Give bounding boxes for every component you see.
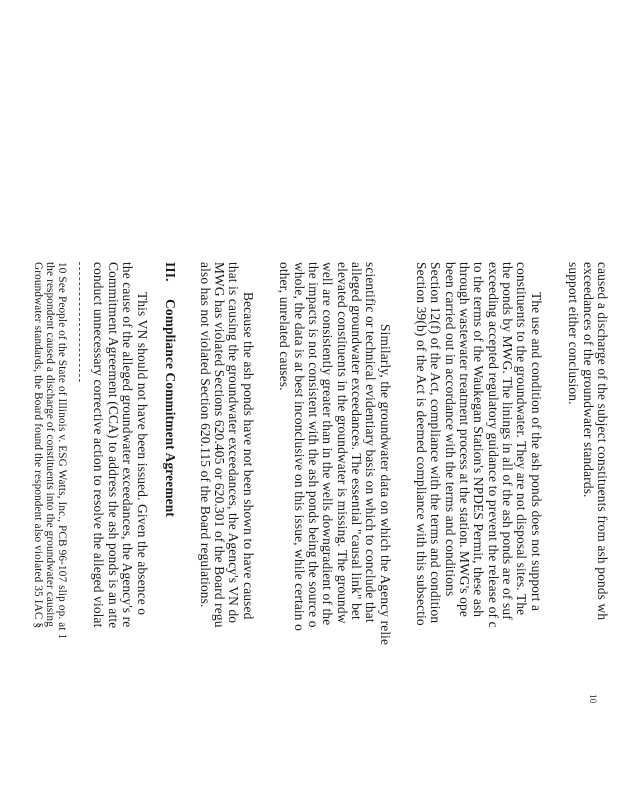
text-line: scientific or technical evidentiary basis on which to conclude that [363,262,378,623]
text-line: exceeding accepted regulatory guidance to prevent the release of c [486,262,501,628]
section-heading [163,262,177,517]
text-line: the cause of the alleged groundwater exceedances, the Agency's re [120,262,135,628]
footnote-line: the respondent caused a discharge of constituents into the groundwater causing [44,262,56,628]
text-line: been carried out in accordance with the terms and conditions [443,262,458,597]
text-line: caused a discharge of the subject constituents from ash ponds wh [595,262,610,621]
text-line: the ponds by MWG. The linings in all of the ash ponds are of suf [500,262,515,620]
text-line: to the terms of the Waukegan Station's NPDES Permit, these ash [471,262,486,618]
section-numeral: III. [163,262,178,282]
text-line: other, unrelated causes. [277,262,292,391]
text-line: Similarly, the groundwater data on which the Agency relie [378,324,393,646]
text-line: support either conclusion. [566,262,581,405]
text-line: constituents to the groundwater. They are not disposal sites. The [514,262,529,616]
text-line: the impacts is not consistent with the ash ponds being the source o [306,262,321,628]
section-title: Compliance Commitment Agreement [163,299,178,517]
footnote-line: 10 See People of the State of Illinois v. ESG Watts, Inc., PCB 96-107 slip op. at 1 [56,262,68,640]
text-line: This VN should not have been issued. Given the absence o [135,292,150,616]
text-line: exceedances of the groundwater standards. [581,262,596,498]
text-line: alleged groundwater exceedances. The essential "causal link" bet [349,262,364,620]
text-line: The use and condition of the ash ponds does not support a [529,292,544,612]
text-line: whole, the data is at best inconclusive on this issue, while certain o [292,262,307,631]
text-line: Commitment Agreement (CCA) to address the ash ponds is an atte [106,262,121,629]
text-line: Section 39(b) of the Act is deemed compliance with this subsectio [414,262,429,626]
text-line: conduct unnecessary corrective action to resolve the alleged violat [91,262,106,628]
text-line: Because the ash ponds have not been shown to have caused [241,292,256,620]
footnote-separator [79,262,80,382]
text-line: elevated constituents in the groundwater is missing. The groundw [335,262,350,624]
footnote-reference: 10 [588,694,598,704]
text-line: well are consistently greater than in the wells downgradient of the [320,262,335,626]
text-line: MWG has violated Sections 620.405 or 620.301 of the Board regu [212,262,227,628]
text-line: through wastewater treatment process at the station. MWG's ope [457,262,472,617]
text-line: also has not violated Section 620.115 of the Board regulations. [198,262,213,608]
text-line: Section 12(f) of the Act, compliance with the terms and condition [428,262,443,624]
text-line: that is causing the groundwater exceedances, the Agency's VN do [226,262,241,624]
rotated-document-page [28,262,618,800]
footnote-line: Groundwater standards, the Board found the respondent also violated 35 IAC § [32,262,44,629]
